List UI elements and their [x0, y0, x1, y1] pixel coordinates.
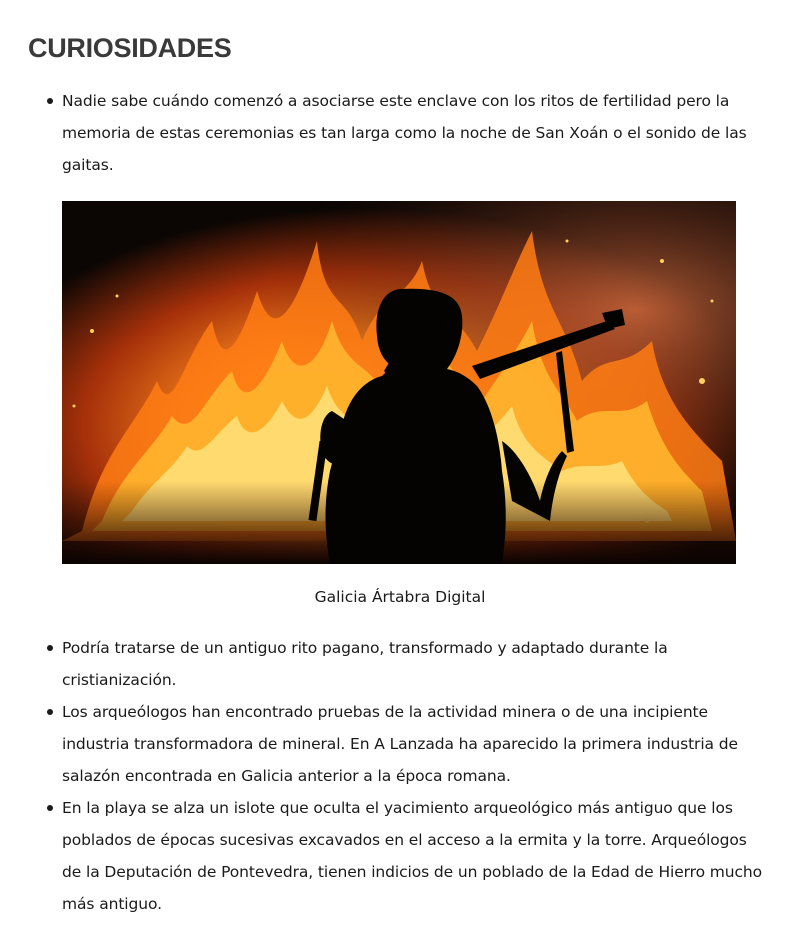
curiosities-list — [62, 632, 770, 920]
photo-illustration — [62, 201, 736, 564]
list-item: Podría tratarse de un antiguo rito pagano, transformado y adaptado durante la cristianización. — [62, 632, 770, 696]
list-item: Nadie sabe cuándo comenzó a asociarse este enclave con los ritos de fertilidad pero la memoria de estas ceremonias es tan larga como la noche de San Xoán o el sonido de las gaitas. — [62, 85, 770, 181]
section-heading: CURIOSIDADES — [28, 33, 232, 63]
list-item: Los arqueólogos han encontrado pruebas de la actividad minera o de una incipiente industria transformadora de mineral. En A Lanzada ha aparecido la primera industria de salazón encontrada en Galicia anterior a la época romana. — [62, 696, 770, 792]
intro-list — [62, 85, 770, 181]
bonfire-bagpiper-photo — [62, 201, 736, 564]
photo-caption: Galicia Ártabra Digital — [314, 588, 486, 606]
list-item: En la playa se alza un islote que oculta el yacimiento arqueológico más antiguo que los poblados de épocas sucesivas excavados en el acceso a la ermita y la torre. Arqueólogos de la Deputación de Pontevedra, tienen indicios de un poblado de la Edad de Hierro mucho más antiguo. — [62, 792, 770, 920]
